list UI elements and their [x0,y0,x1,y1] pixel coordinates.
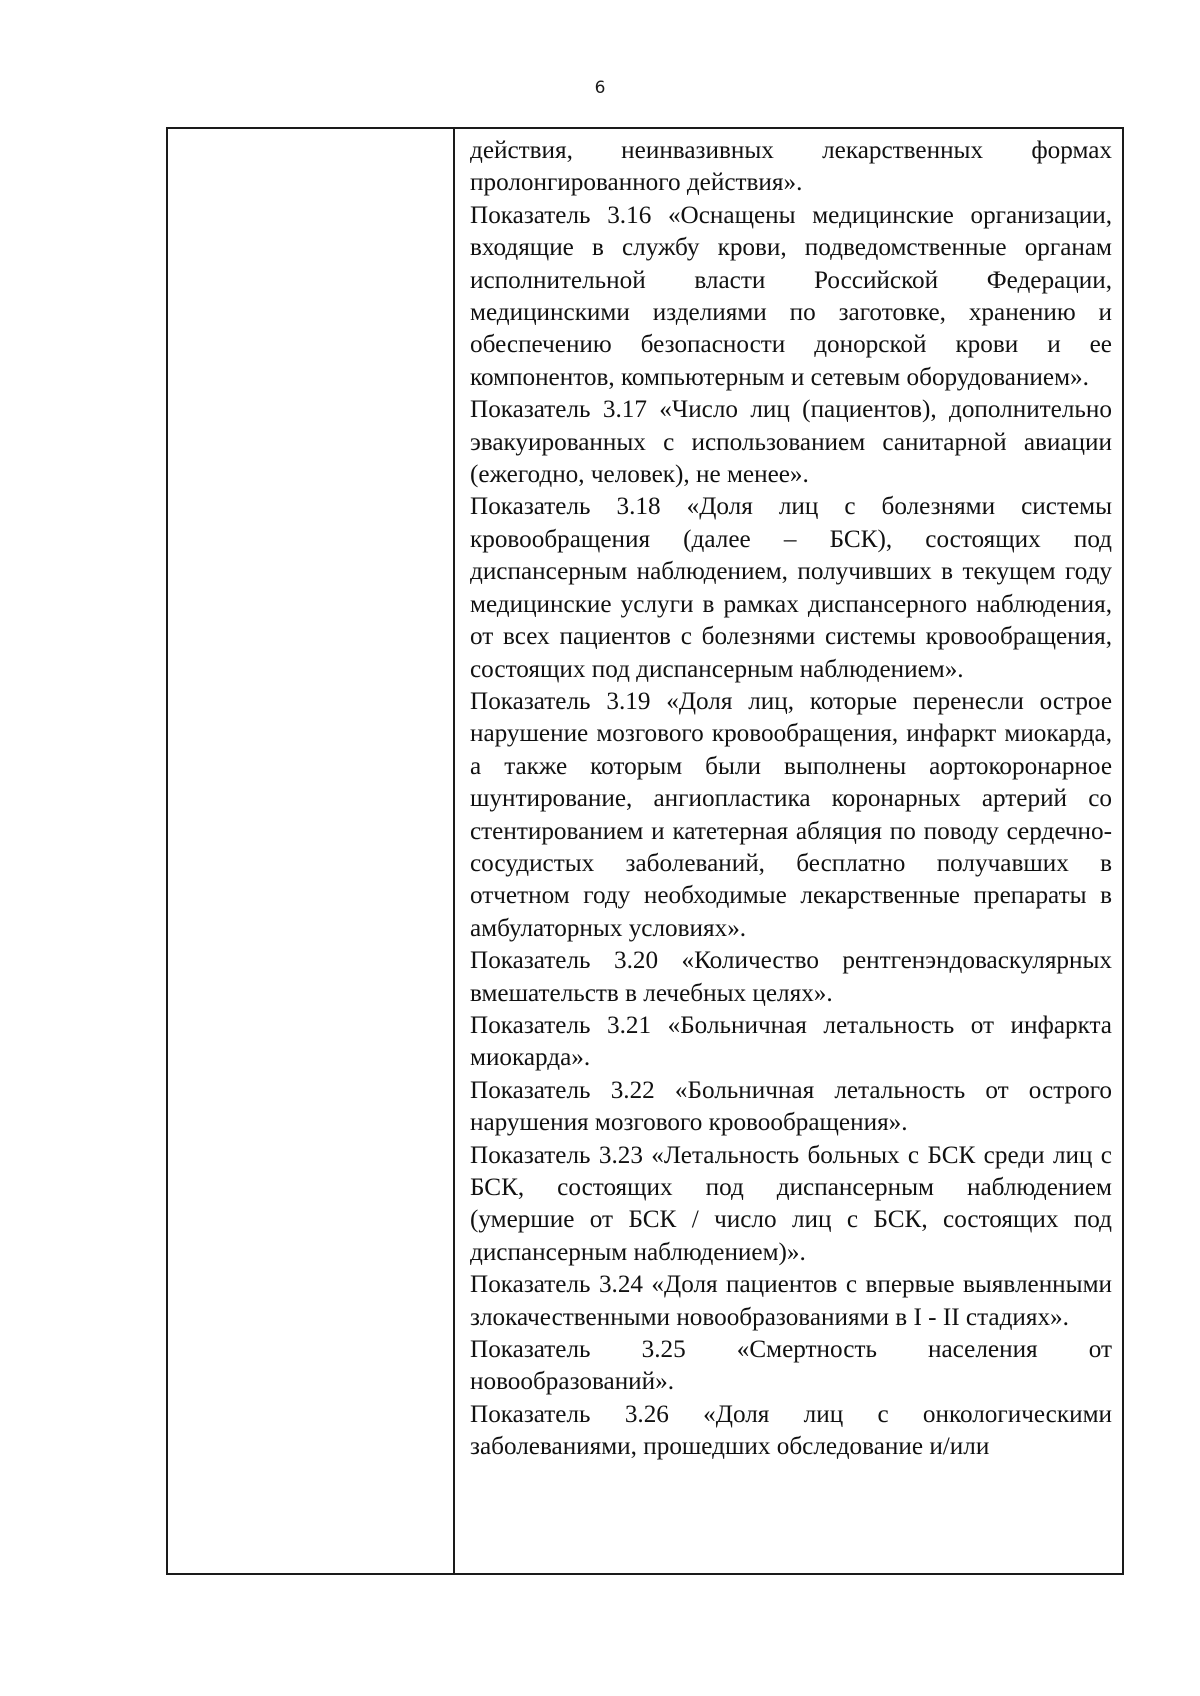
table-right-column [455,129,1122,1573]
indicator-3-17: Показатель 3.17 «Число лиц (пациентов), дополнительно эвакуированных с использованием санитарной авиации (ежегодно, человек), не менее». [470,396,1112,489]
indicator-3-18: Показатель 3.18 «Доля лиц с болезнями системы кровообращения (далее – БСК), состоящих под диспансерным наблюдением, получивших в текущем году медицинские услуги в рамках диспансерного наблюдения, от всех пациентов с болезнями системы кровообращения, состоящих под диспансерным наблюдением». [470,493,1112,683]
indicator-3-20: Показатель 3.20 «Количество рентгенэндоваскулярных вмешательств в лечебных целях». [470,947,1112,1007]
paragraph-continuation: действия, неинвазивных лекарственных формах пролонгированного действия». [470,137,1112,197]
indicator-3-16: Показатель 3.16 «Оснащены медицинские организации, входящие в службу крови, подведомственные органам исполнительной власти Российской Федерации, медицинскими изделиями по заготовке, хранению и обеспечению безопасности донорской крови и ее компонентов, компьютерным и сетевым оборудованием». [470,201,1112,391]
table-left-column [168,129,455,1573]
document-table [166,127,1124,1575]
indicator-3-24: Показатель 3.24 «Доля пациентов с впервые выявленными злокачественными новообразованиями в I - II стадиях». [470,1271,1112,1331]
indicator-3-22: Показатель 3.22 «Больничная летальность от острого нарушения мозгового кровообращения». [470,1076,1112,1137]
page-number: 6 [594,78,606,98]
indicator-3-19: Показатель 3.19 «Доля лиц, которые перенесли острое нарушение мозгового кровообращения, инфаркт миокарда, а также которым были выполнены аортокоронарное шунтирование, ангиопластика коронарных артерий со стентированием и катетерная абляция по поводу сердечно-сосудистых заболеваний, бесплатно получавших в отчетном году необходимые лекарственные препараты в амбулаторных условиях». [470,687,1112,942]
indicator-3-21: Показатель 3.21 «Больничная летальность от инфаркта миокарда». [470,1011,1112,1072]
indicator-3-26: Показатель 3.26 «Доля лиц с онкологическими заболеваниями, прошедших обследование и/или [470,1400,1112,1461]
indicator-3-23: Показатель 3.23 «Летальность больных с БСК среди лиц с БСК, состоящих под диспансерным наблюдением (умершие от БСК / число лиц с БСК, состоящих под диспансерным наблюдением)». [470,1141,1112,1266]
indicator-3-25: Показатель 3.25 «Смертность населения от новообразований». [470,1336,1112,1396]
